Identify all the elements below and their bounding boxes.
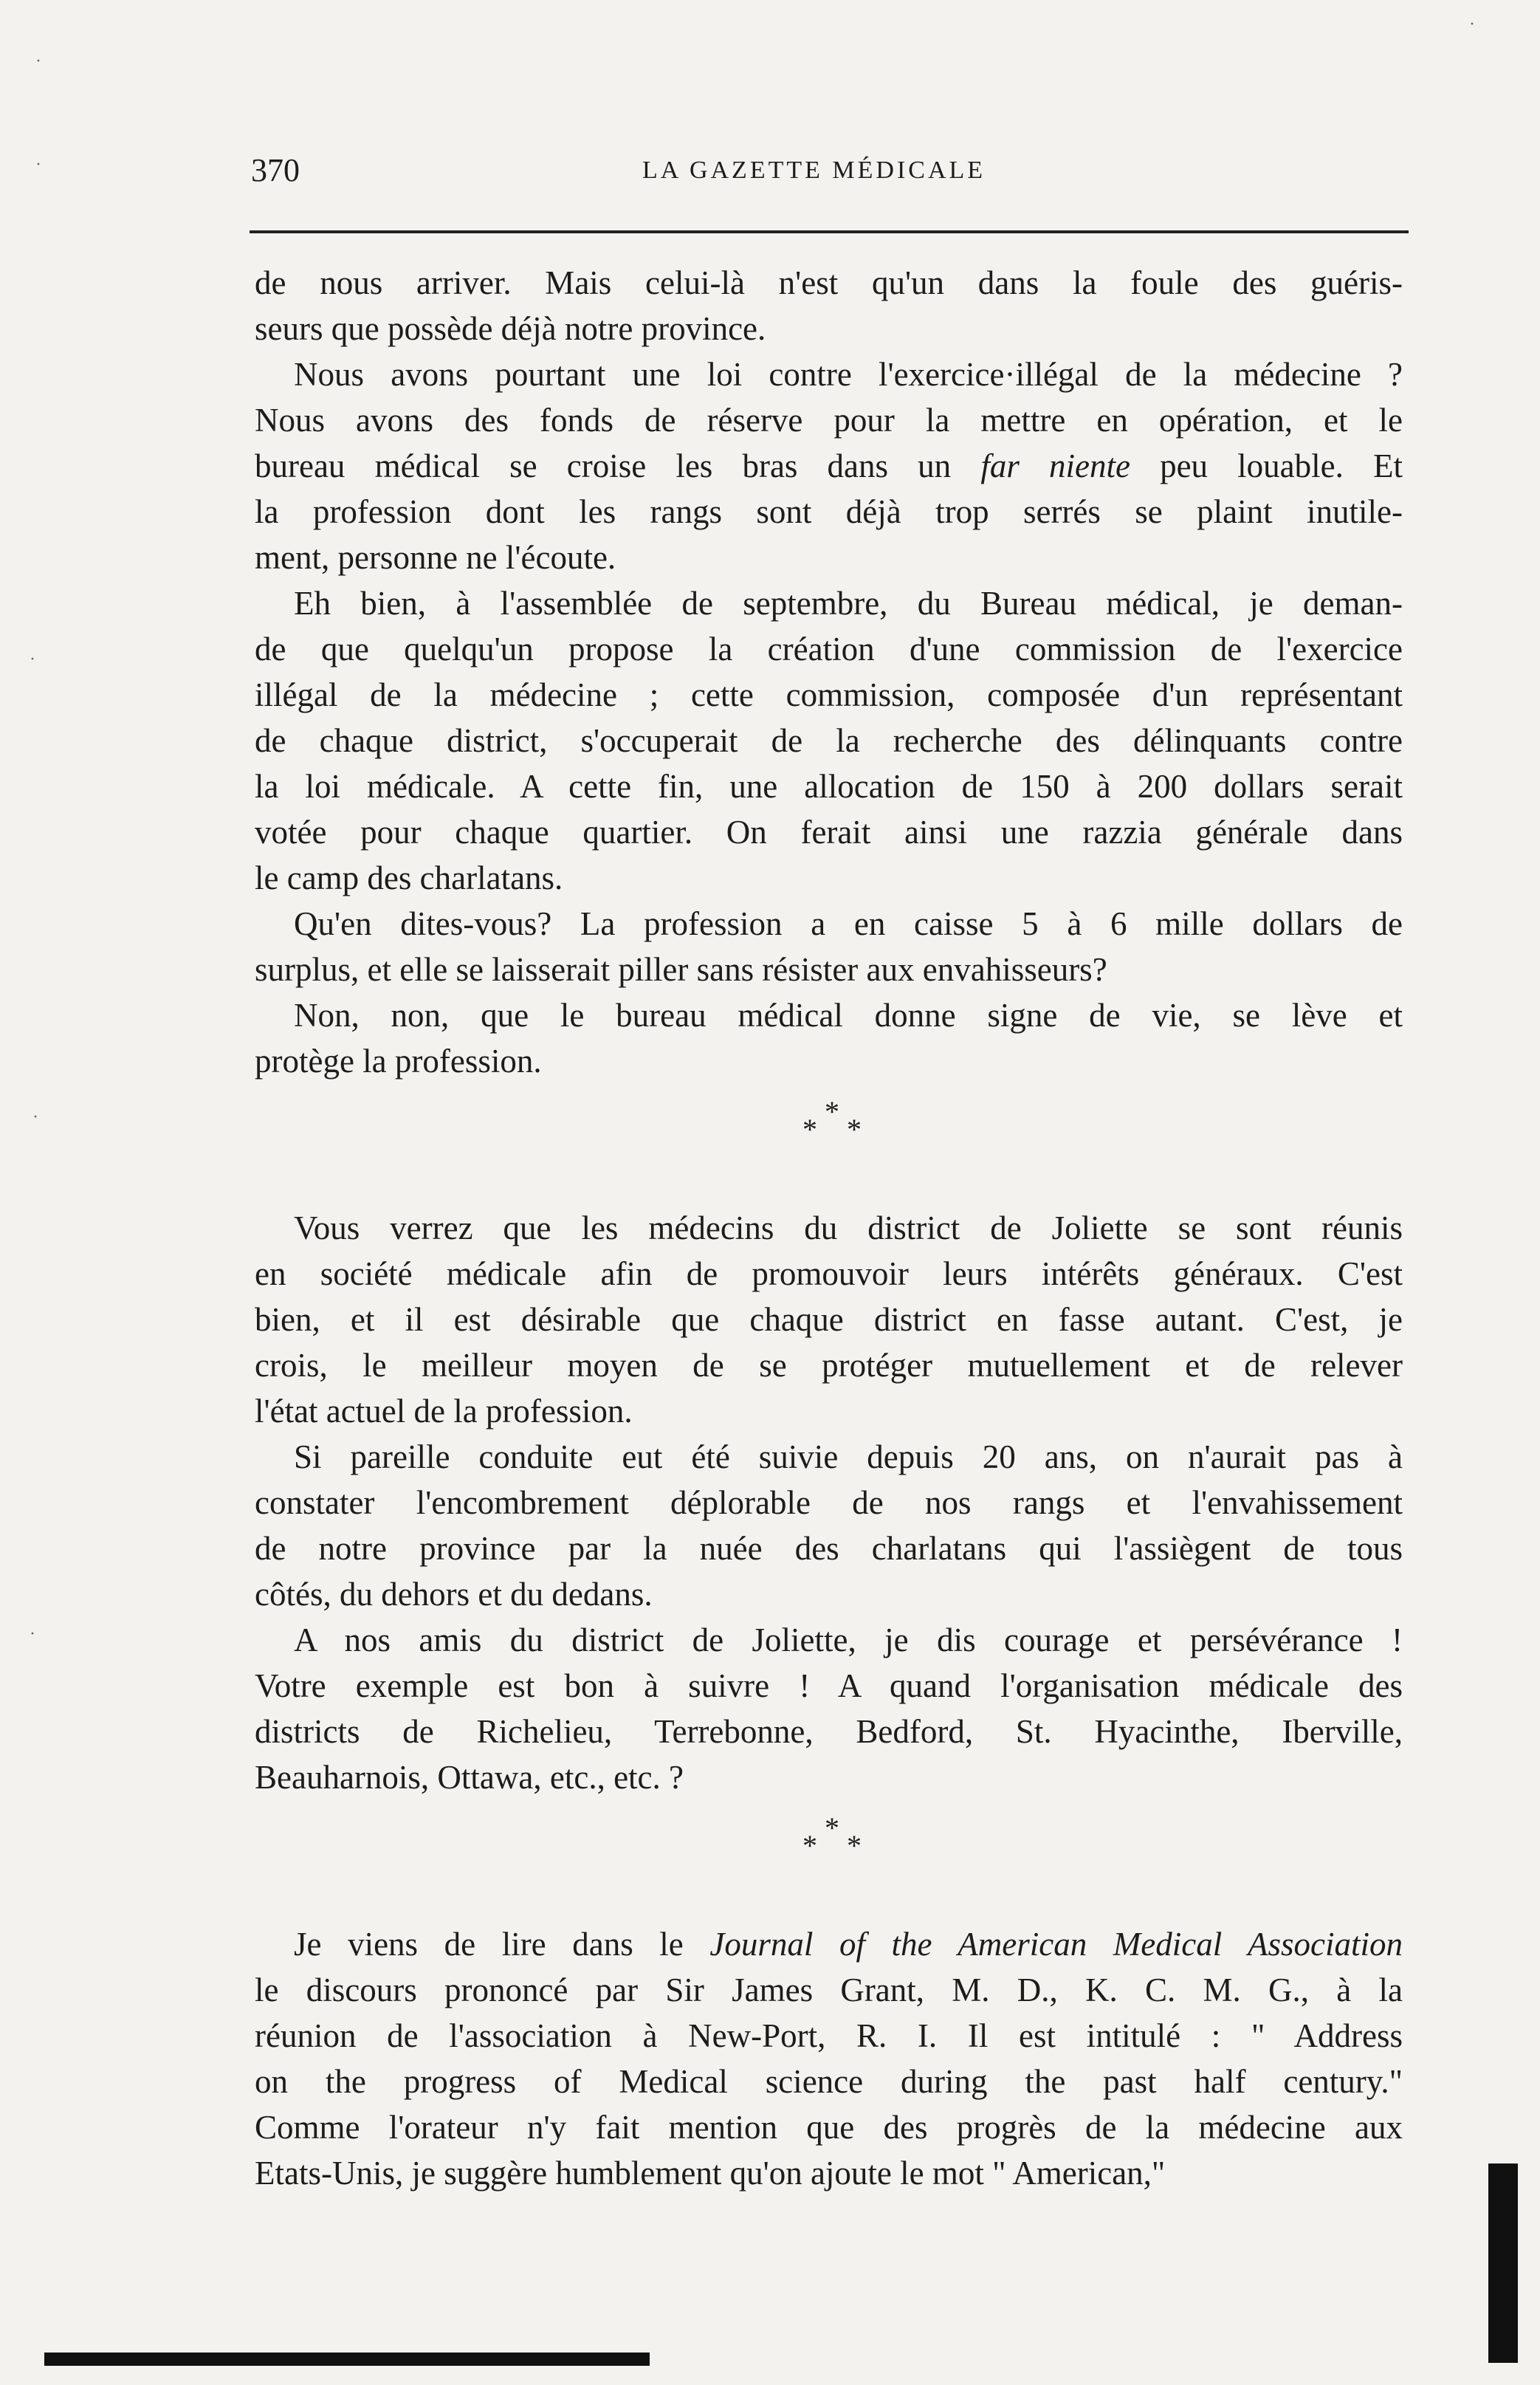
text-run: Qu'en dites-vous? La profession a en caisse 5 à 6 mille dollars de — [294, 905, 1403, 942]
text-line — [255, 1388, 1403, 1434]
text-run: la loi médicale. A cette fin, une allocation de 150 à 200 dollars serait — [255, 768, 1403, 805]
text-line — [255, 855, 1403, 901]
text-run: surplus, et elle se laisserait piller sans résister aux envahisseurs? — [255, 951, 1107, 988]
text-run: Comme l'orateur n'y fait mention que des progrès de la médecine aux — [255, 2109, 1403, 2146]
text-run: Vous verrez que les médecins du district de Joliette se sont réunis — [294, 1209, 1403, 1246]
header-rule — [250, 230, 1409, 233]
text-run: Nous avons pourtant une loi contre l'exercice·illégal de la médecine ? — [294, 356, 1403, 393]
text-run: l'état actuel de la profession. — [255, 1393, 633, 1430]
text-run: Beauharnois, Ottawa, etc., etc. ? — [255, 1759, 684, 1796]
corner-speck: · — [1469, 15, 1475, 34]
text-line — [255, 1480, 1403, 1526]
text-line — [255, 306, 1403, 351]
text-line — [255, 947, 1403, 992]
text-run: districts de Richelieu, Terrebonne, Bedford, St. Hyacinthe, Iberville, — [255, 1713, 1403, 1750]
italic-title: Journal of the American Medical Association — [709, 1926, 1403, 1963]
text-line — [255, 1251, 1403, 1297]
scan-edge-bottom — [44, 2353, 650, 2366]
text-run: de notre province par la nuée des charlatans qui l'assiègent de tous — [255, 1530, 1403, 1567]
margin-speck: · — [35, 52, 41, 71]
text-line — [255, 580, 1403, 626]
text-run: réunion de l'association à New-Port, R. I. Il est intitulé : " Address — [255, 2017, 1403, 2054]
text-run: de que quelqu'un propose la création d'une commission de l'exercice — [255, 631, 1403, 668]
asterism-star: * — [825, 1811, 839, 1844]
margin-speck: · — [30, 1624, 35, 1644]
text-run: A nos amis du district de Joliette, je dis courage et persévérance ! — [294, 1622, 1403, 1658]
text-line — [255, 1038, 1403, 1084]
asterism-star: * — [847, 1113, 862, 1146]
page-number: 370 — [251, 152, 300, 188]
italic-title: far niente — [980, 447, 1130, 484]
text-run: de nous arriver. Mais celui-là n'est qu'un dans la foule des guéris- — [255, 264, 1403, 301]
text-line — [255, 535, 1403, 580]
text-run: crois, le meilleur moyen de se protéger mutuellement et de relever — [255, 1347, 1403, 1384]
text-line — [255, 489, 1403, 535]
text-line — [255, 672, 1403, 718]
text-line — [255, 2104, 1403, 2150]
asterism — [255, 1800, 1403, 1892]
text-run: protège la profession. — [255, 1043, 542, 1080]
text-run: le discours prononcé par Sir James Grant, M. D., K. C. M. G., à la — [255, 1972, 1403, 2008]
text-line — [255, 1921, 1403, 1967]
text-line — [255, 1205, 1403, 1251]
text-run: Je viens de lire dans le — [294, 1926, 710, 1963]
text-line — [255, 901, 1403, 947]
text-line — [255, 1663, 1403, 1709]
text-run: Votre exemple est bon à suivre ! A quand l'organisation médicale des — [255, 1667, 1403, 1704]
asterism — [255, 1084, 1403, 1176]
text-line — [255, 1617, 1403, 1663]
section-gap — [255, 1176, 1403, 1205]
asterism-star: * — [802, 1829, 817, 1862]
text-run: illégal de la médecine ; cette commission, composée d'un représentant — [255, 676, 1403, 713]
text-line — [255, 626, 1403, 672]
text-line — [255, 2013, 1403, 2059]
body-text — [255, 260, 1403, 2196]
text-line — [255, 2150, 1403, 2196]
scan-edge-right — [1488, 2163, 1518, 2363]
text-line — [255, 763, 1403, 809]
section-gap — [255, 1892, 1403, 1921]
text-run: côtés, du dehors et du dedans. — [255, 1576, 653, 1613]
text-line — [255, 992, 1403, 1038]
text-line — [255, 351, 1403, 397]
text-line — [255, 2059, 1403, 2104]
text-run: peu louable. Et — [1130, 447, 1403, 484]
text-line — [255, 1297, 1403, 1342]
text-run: seurs que possède déjà notre province. — [255, 310, 766, 347]
text-line — [255, 443, 1403, 489]
asterism-star: * — [847, 1829, 862, 1862]
text-run: en société médicale afin de promouvoir leurs intérêts généraux. C'est — [255, 1255, 1403, 1292]
text-run: on the progress of Medical science during the past half century." — [255, 2063, 1403, 2100]
text-line — [255, 260, 1403, 306]
text-run: le camp des charlatans. — [255, 859, 563, 896]
margin-speck: · — [35, 155, 41, 174]
text-run: bien, et il est désirable que chaque district en fasse autant. C'est, je — [255, 1301, 1403, 1338]
text-line — [255, 1526, 1403, 1571]
margin-speck: · — [30, 650, 35, 669]
text-run: votée pour chaque quartier. On ferait ainsi une razzia générale dans — [255, 814, 1403, 851]
asterism-star: * — [825, 1095, 839, 1128]
text-line — [255, 1967, 1403, 2013]
text-line — [255, 1434, 1403, 1480]
text-line — [255, 1709, 1403, 1754]
text-line — [255, 397, 1403, 443]
text-run: constater l'encombrement déplorable de nos rangs et l'envahissement — [255, 1484, 1403, 1521]
text-run: Si pareille conduite eut été suivie depuis 20 ans, on n'aurait pas à — [294, 1438, 1403, 1475]
text-line — [255, 1342, 1403, 1388]
running-head: LA GAZETTE MÉDICALE — [642, 157, 986, 184]
asterism-star: * — [802, 1113, 817, 1146]
text-run: bureau médical se croise les bras dans un — [255, 447, 981, 484]
text-run: Eh bien, à l'assemblée de septembre, du Bureau médical, je deman- — [294, 585, 1403, 622]
text-run: ment, personne ne l'écoute. — [255, 539, 616, 576]
text-run: Etats-Unis, je suggère humblement qu'on ajoute le mot " American," — [255, 2155, 1166, 2192]
text-line — [255, 718, 1403, 763]
text-line — [255, 809, 1403, 855]
margin-speck: · — [32, 1108, 38, 1127]
text-run: Non, non, que le bureau médical donne signe de vie, se lève et — [294, 997, 1403, 1034]
text-line — [255, 1571, 1403, 1617]
text-run: la profession dont les rangs sont déjà trop serrés se plaint inutile- — [255, 493, 1403, 530]
text-run: Nous avons des fonds de réserve pour la mettre en opération, et le — [255, 402, 1403, 439]
text-line — [255, 1754, 1403, 1800]
text-run: de chaque district, s'occuperait de la recherche des délinquants contre — [255, 722, 1403, 759]
